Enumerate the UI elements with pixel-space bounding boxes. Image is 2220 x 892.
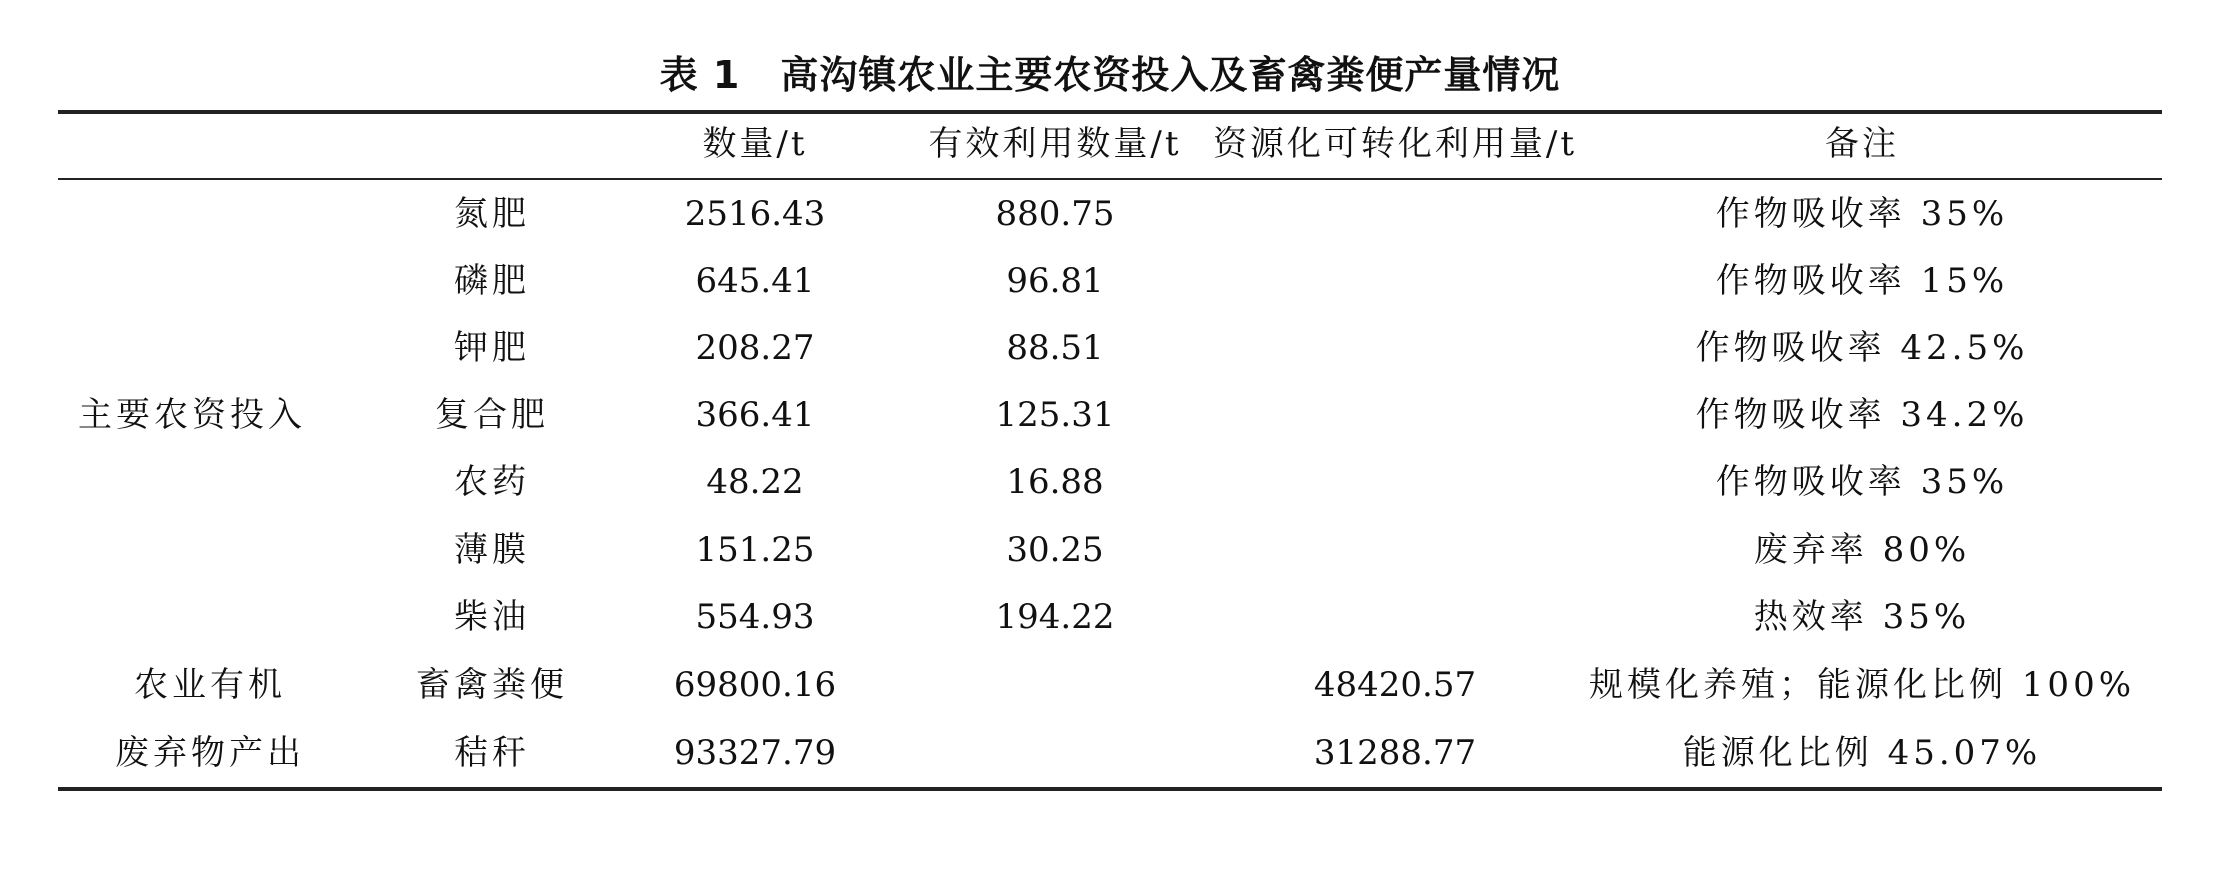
header-effective-quantity: 有效利用数量/t (928, 124, 1182, 164)
row-note: 规模化养殖；能源化比例 100% (1588, 665, 2136, 705)
row-effective: 16.88 (1006, 462, 1104, 502)
row-quantity: 645.41 (695, 261, 815, 301)
row-effective: 125.31 (995, 395, 1115, 435)
row-item: 柴油 (454, 597, 530, 637)
row-convertible: 48420.57 (1313, 665, 1477, 705)
group-label-inputs: 主要农资投入 (78, 395, 306, 435)
row-note: 作物吸收率 15% (1715, 261, 2009, 301)
row-note: 作物吸收率 35% (1715, 194, 2009, 234)
table-number: 表 1 (659, 53, 741, 97)
row-note: 作物吸收率 35% (1715, 462, 2009, 502)
row-note: 热效率 35% (1753, 597, 1971, 637)
row-effective: 880.75 (995, 194, 1115, 234)
row-effective: 30.25 (1006, 530, 1104, 570)
row-effective: 96.81 (1006, 261, 1104, 301)
header-quantity: 数量/t (702, 124, 808, 164)
group-label-waste-line-1: 农业有机 (134, 665, 286, 705)
top-rule (58, 110, 2162, 114)
row-note: 作物吸收率 34.2% (1695, 395, 2029, 435)
header-convertible-quantity: 资源化可转化利用量/t (1212, 124, 1578, 164)
row-quantity: 93327.79 (673, 733, 837, 773)
row-quantity: 69800.16 (673, 665, 837, 705)
row-item: 秸秆 (454, 733, 530, 773)
row-item: 农药 (454, 462, 530, 502)
row-item: 磷肥 (454, 261, 530, 301)
row-quantity: 366.41 (695, 395, 815, 435)
row-quantity: 208.27 (695, 328, 815, 368)
row-note: 作物吸收率 42.5% (1695, 328, 2029, 368)
row-item: 复合肥 (435, 395, 549, 435)
row-quantity: 151.25 (695, 530, 815, 570)
row-item: 钾肥 (454, 328, 530, 368)
row-item: 薄膜 (454, 530, 530, 570)
row-effective: 194.22 (995, 597, 1115, 637)
header-note: 备注 (1825, 124, 1899, 164)
bottom-rule (58, 787, 2162, 791)
row-quantity: 554.93 (695, 597, 815, 637)
row-quantity: 48.22 (706, 462, 804, 502)
row-item: 畜禽粪便 (416, 665, 568, 705)
header-rule (58, 178, 2162, 180)
row-quantity: 2516.43 (684, 194, 826, 234)
row-note: 能源化比例 45.07% (1682, 733, 2042, 773)
row-convertible: 31288.77 (1313, 733, 1477, 773)
group-label-waste-line-2: 废弃物产出 (115, 733, 305, 773)
row-item: 氮肥 (454, 194, 530, 234)
table-title: 高沟镇农业主要农资投入及畜禽粪便产量情况 (780, 53, 1561, 97)
table-caption (0, 44, 2220, 99)
row-note: 废弃率 80% (1753, 530, 1971, 570)
row-effective: 88.51 (1006, 328, 1104, 368)
